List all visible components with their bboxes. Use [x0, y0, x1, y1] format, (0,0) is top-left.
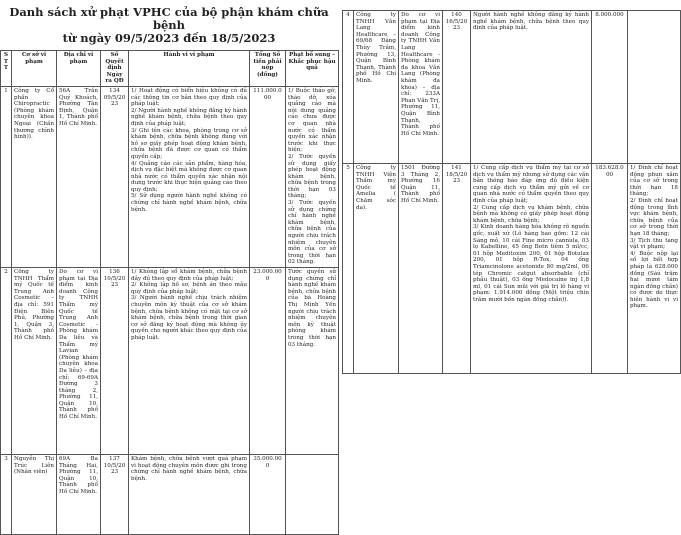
- cell-fine: 23.000.000: [250, 268, 286, 455]
- cell-name: Nguyễn Thị Trúc Liên (Nhân viên): [12, 455, 57, 535]
- cell-address: Do cơ vi phạm tại Địa điểm kinh doanh Công ty TNHH Thẩm mỹ Quốc tế Trung Anh Cosmetic - Phòng khám Da liễu và Thẩm mỹ Lavian (Phòng khám chuyên khoa Da liễu) – địa chỉ: 69-69A Đường 3 tháng 2, Phường 11, Quận 10, Thành phố Hồ Chí Minh.: [57, 268, 101, 455]
- right-column: [342, 0, 680, 484]
- violations-table-part1: [0, 50, 339, 535]
- violations-table-part2: [342, 10, 681, 374]
- cell-name: Công ty TNHH Thẩm mỹ Quốc tế Trung Anh Cosmetic – địa chỉ: 591 Điện Biên Phủ, Phường 1, Quận 3, Thành phố Hồ Chí Minh.: [12, 268, 57, 455]
- header-remedy: Phạt bổ sung – Khắc phục hậu quả: [286, 51, 339, 87]
- cell-name: Công ty Cổ phần Chiropractic (Phòng khám chuyên khoa Ngoại (Chấn thương chỉnh hình)).: [12, 86, 57, 267]
- cell-violation: 1/ Hoạt động có biển hiệu không có đủ các thông tin cơ bản theo quy định của pháp luật; 2/ Người hành nghề không đăng ký hành nghề khám bệnh, chữa bệnh theo quy định của pháp luật; 3/ Ghi tên các khoa, phòng trong cơ sở khám bệnh, chữa bệnh không đúng với hồ sơ giấy phép hoạt động khám bệnh, chữa bệnh đã được cơ quan có thẩm quyền cấp; 4/ Quảng cáo các sản phẩm, hàng hóa, dịch vụ đặc biệt mà không được cơ quan nhà nước có thẩm quyền xác nhận nội dung trước khi thực hiện quảng cáo theo quy định; 5/ Sử dụng người hành nghề không có chứng chỉ hành nghề khám bệnh, chữa bệnh.: [129, 86, 250, 267]
- cell-decision: 140 16/5/2023: [443, 11, 471, 164]
- left-column: [0, 0, 338, 495]
- cell-remedy: 1/ Buộc tháo gỡ, tháo dỡ, xóa quảng cáo mà nội dung quảng cáo chưa được cơ quan nhà nước có thẩm quyền xác nhận trước khi thực hiện; 2/ Tước quyền sử dụng giấy phép hoạt động khám bệnh, chữa bệnh trong thời hạn 03 tháng; 3/ Tước quyền sử dụng chứng chỉ hành nghề khám bệnh, chữa bệnh của người chịu trách nhiệm chuyên môn của cơ sở trong thời hạn 02 tháng.: [286, 86, 339, 267]
- cell-fine: 111.000.000: [250, 86, 286, 267]
- cell-decision: 136 10/5/2023: [101, 268, 129, 455]
- cell-decision: 141 18/5/2023: [443, 164, 471, 374]
- table-header-row: [1, 51, 339, 87]
- table-row: [343, 11, 681, 164]
- cell-address: 56A Trần Quý Khoách, Phường Tân Định, Quận 1, Thành phố Hồ Chí Minh.: [57, 86, 101, 267]
- cell-remedy: Tước quyền sử dụng chứng chỉ hành nghề khám bệnh, chữa bệnh của bà Hoàng Thị Minh Yến người chịu trách nhiệm chuyên môn kỹ thuật phòng khám trong thời hạn 03 tháng.: [286, 268, 339, 455]
- cell-stt: 4: [343, 11, 354, 164]
- header-name: Cơ sở vi phạm: [12, 51, 57, 87]
- table-row: [1, 455, 339, 535]
- cell-violation: Người hành nghề không đăng ký hành nghề khám bệnh, chữa bệnh theo quy định của pháp luật.: [471, 11, 592, 164]
- cell-fine: 8.000.000: [592, 11, 628, 164]
- header-address: Địa chỉ vi phạm: [57, 51, 101, 87]
- cell-address: 69A Ba Tháng Hai, Phường 11, Quận 10, Thành phố Hồ Chí Minh.: [57, 455, 101, 535]
- cell-stt: 2: [1, 268, 12, 455]
- cell-address: Do cơ vi phạm tại Địa điểm kinh doanh Công ty TNHH Văn Lang Healthcare - Phòng khám đa khoa Văn Lang (Phòng khám đa khoa) – địa chỉ: 233A Phan Văn Trị, Phường 11, Quận Bình Thạnh, Thành phố Hồ Chí Minh.: [399, 11, 443, 164]
- cell-fine: 183.628.000: [592, 164, 628, 374]
- cell-violation: Khám bệnh, chữa bệnh vượt quá phạm vi hoạt động chuyên môn được ghi trong chứng chỉ hành nghề khám bệnh, chữa bệnh.: [129, 455, 250, 535]
- title-line-1: Danh sách xử phạt VPHC của bộ phận khám chữa bệnh: [9, 5, 329, 32]
- cell-address: 1501 Đường 3 Tháng 2, Phường 16 Quận 11, Thành phố Hồ Chí Minh.: [399, 164, 443, 374]
- title-line-2: từ ngày 09/5/2023 đến 18/5/2023: [62, 31, 276, 45]
- cell-violation: 1/ Cung cấp dịch vụ thẩm mỹ tại cơ sở dịch vụ thẩm mỹ nhưng sử dụng các văn bản thông báo đáp ứng đủ điều kiện cung cấp dịch vụ thẩm mỹ gửi về cơ quan nhà nước có thẩm quyền theo quy định của pháp luật; 2/ Cung cấp dịch vụ khám bệnh, chữa bệnh mà không có giấy phép hoạt động khám bệnh, chữa bệnh; 3/ Kinh doanh hàng hóa không rõ nguồn gốc, xuất xứ (Lô hàng bao gồm: 12 cái Sáng mỏ, 10 cái Fine micro cannula, 03 lọ Kabelline, 45 ống Botn tiêm 5 ml/cc, 01 hộp Meditoxim 200, 01 hộp Botulax 200, 01 hộp R-Tox, 04 ống Triamcinolone acetonide 80 mg/2ml, 06 tép Chromic catgut absorbable (chỉ phẫu thuật), 03 ống Medocaine inj 1,8 ml, 01 cái Sun mũi với giá trị lô hàng vi phạm: 1.914.000 đồng (Một triệu chín trăm mười bốn ngàn đồng chẵn)).: [471, 164, 592, 374]
- cell-name: Công ty TNHH Viện Thẩm mỹ Quốc tế Amelia ( Chăm sóc da).: [354, 164, 399, 374]
- cell-decision: 137 10/5/2023: [101, 455, 129, 535]
- cell-fine: 35.000.000: [250, 455, 286, 535]
- cell-name: Công ty TNHH Văn Lang Healthcare – 69/68 Đặng Thùy Trâm, Phường 13, Quận Bình Thạnh, Thành phố Hồ Chí Minh.: [354, 11, 399, 164]
- cell-remedy: [286, 455, 339, 535]
- cell-remedy: [628, 11, 681, 164]
- header-decision: Số Quyết định Ngày ra QĐ: [101, 51, 129, 87]
- document-title: [0, 6, 338, 45]
- table-row: [343, 164, 681, 374]
- cell-stt: 1: [1, 86, 12, 267]
- header-fine: Tổng Số tiền phải nộp (đồng): [250, 51, 286, 87]
- cell-stt: 3: [1, 455, 12, 535]
- cell-violation: 1/ Không lập sổ khám bệnh, chữa bệnh đầy đủ theo quy định của pháp luật; 2/ Không lập hồ sơ, bệnh án theo mẫu quy định của pháp luật; 3/ Người hành nghề chịu trách nhiệm chuyên môn kỹ thuật của cơ sở khám bệnh, chữa bệnh không có mặt tại cơ sở khám bệnh, chữa bệnh trong thời gian cơ sở đăng ký hoạt động mà không ủy quyền cho người khác theo quy định của pháp luật.: [129, 268, 250, 455]
- table-row: [1, 86, 339, 267]
- cell-decision: 134 09/5/2023: [101, 86, 129, 267]
- table-row: [1, 268, 339, 455]
- header-stt: STT: [1, 51, 12, 87]
- cell-remedy: 1/ Đình chỉ hoạt động phun xăm của cơ sở trong thời hạn 18 tháng; 2/ Đình chỉ hoạt động trong lĩnh vực khám bệnh, chữa bệnh của cơ sở trong thời hạn 18 tháng; 3/ Tịch thu tang vật vi phạm; 4/ Buộc nộp lại số lợi bất hợp pháp là 628.000 đồng (Sáu trăm hai mươi tám ngàn đồng chẵn) có được do thực hiện hành vi vi phạm.: [628, 164, 681, 374]
- header-violation: Hành vi vi phạm: [129, 51, 250, 87]
- cell-stt: 5: [343, 164, 354, 374]
